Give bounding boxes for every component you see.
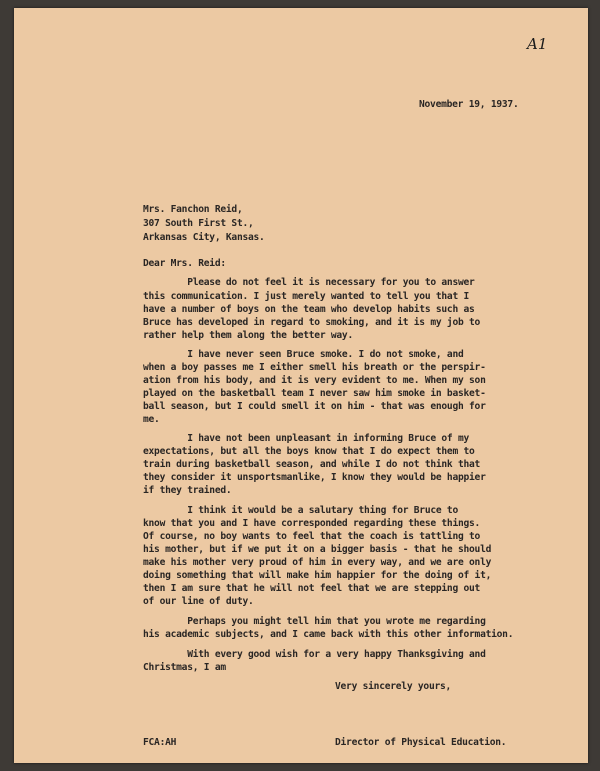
body-line: this communication. I just merely wanted to tell you that I — [143, 291, 470, 302]
body-line: then I am sure that he will not feel that we are stepping out — [143, 583, 481, 594]
body-line: Of course, no boy wants to feel that the coach is tattling to — [143, 531, 481, 542]
body-line: Perhaps you might tell him that you wrote me regarding — [143, 616, 486, 627]
body-line: me. — [143, 414, 160, 425]
body-line: know that you and I have corresponded regarding these things. — [143, 518, 481, 529]
body-line: have a number of boys on the team who develop habits such as — [143, 304, 475, 315]
body-line: I think it would be a salutary thing for Bruce to — [143, 505, 458, 516]
salutation: Dear Mrs. Reid: — [143, 258, 226, 269]
body-line: Please do not feel it is necessary for you to answer — [143, 277, 475, 288]
body-line: Bruce has developed in regard to smoking, and it is my job to — [143, 317, 481, 328]
body-line: doing something that will make him happier for the doing of it, — [143, 570, 492, 581]
recipient-city: Arkansas City, Kansas. — [143, 232, 265, 243]
body-line: his academic subjects, and I came back with this other information. — [143, 629, 514, 640]
body-line: of our line of duty. — [143, 596, 254, 607]
body-line: With every good wish for a very happy Thanksgiving and — [143, 649, 486, 660]
body-line: rather help them along the better way. — [143, 330, 353, 341]
letter-date: November 19, 1937. — [419, 99, 519, 110]
body-line: make his mother very proud of him in every way, and we are only — [143, 557, 492, 568]
body-line: expectations, but all the boys know that I do expect them to — [143, 446, 475, 457]
body-line: when a boy passes me I either smell his breath or the perspir- — [143, 362, 486, 373]
handwritten-annotation: A1 — [527, 35, 548, 53]
letter-page — [14, 8, 588, 763]
recipient-name: Mrs. Fanchon Reid, — [143, 204, 243, 215]
body-line: ball season, but I could smell it on him - that was enough for — [143, 401, 486, 412]
body-line: I have not been unpleasant in informing Bruce of my — [143, 433, 470, 444]
signature-title: Director of Physical Education. — [335, 737, 507, 748]
body-line: his mother, but if we put it on a bigger basis - that he should — [143, 544, 492, 555]
body-line: played on the basketball team I never saw him smoke in basket- — [143, 388, 486, 399]
recipient-street: 307 South First St., — [143, 218, 254, 229]
body-line: train during basketball season, and while I do not think that — [143, 459, 481, 470]
body-line: they consider it unsportsmanlike, I know they would be happier — [143, 472, 486, 483]
body-line: Christmas, I am — [143, 662, 226, 673]
complimentary-close: Very sincerely yours, — [335, 681, 452, 692]
body-line: I have never seen Bruce smoke. I do not smoke, and — [143, 349, 464, 360]
body-line: if they trained. — [143, 485, 232, 496]
body-line: ation from his body, and it is very evident to me. When my son — [143, 375, 486, 386]
typist-initials: FCA:AH — [143, 737, 177, 748]
